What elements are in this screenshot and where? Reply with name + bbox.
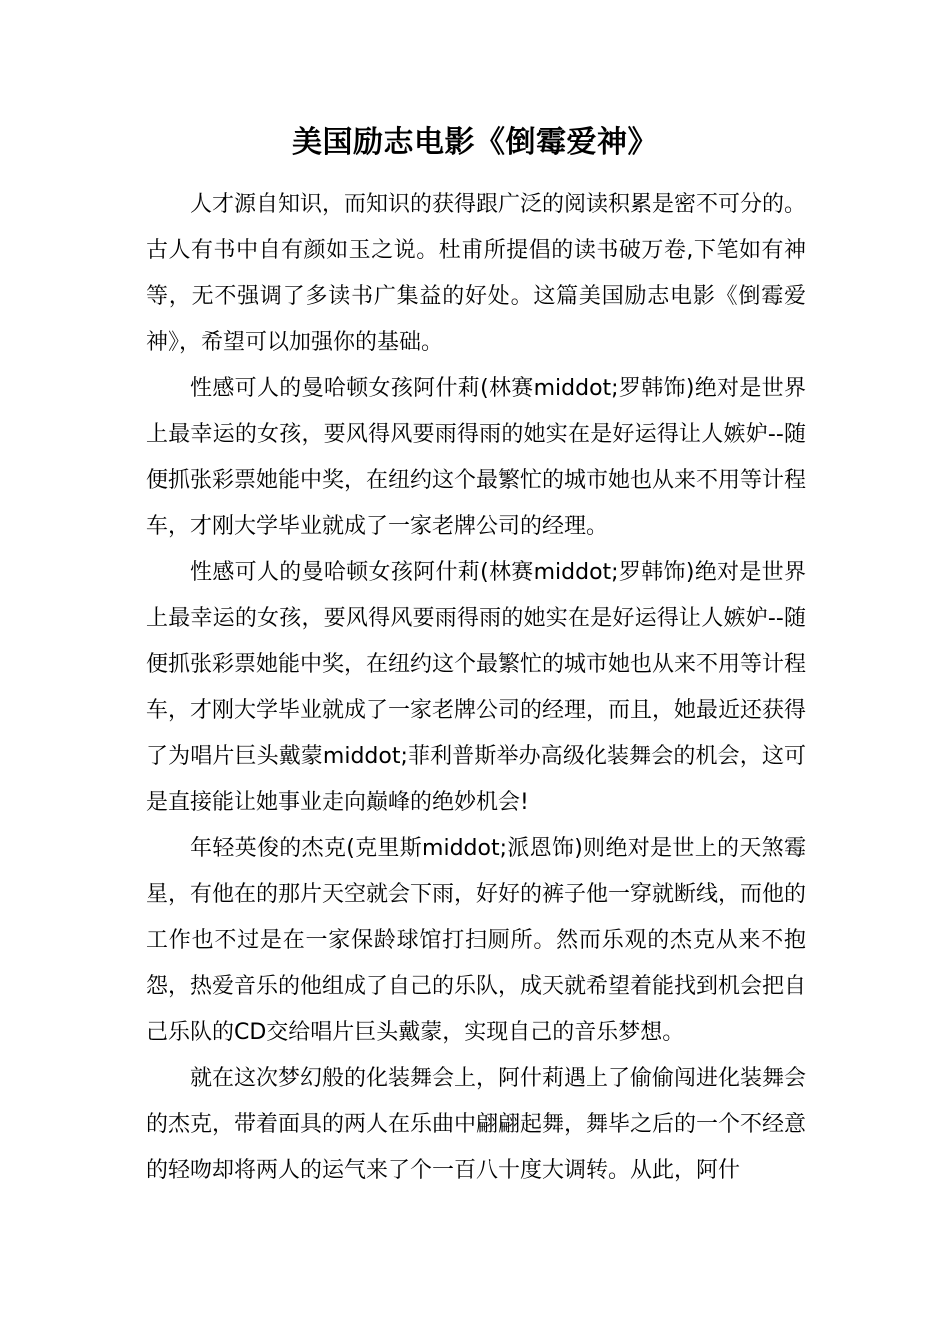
paragraph: 性感可人的曼哈顿女孩阿什莉(林赛middot;罗韩饰)绝对是世界上最幸运的女孩，要风得风要雨得雨的她实在是好运得让人嫉妒--随便抓张彩票她能中奖，在纽约这个最繁忙的城市她也从来不用等计程车，才刚大学毕业就成了一家老牌公司的经理，而且，她最近还获得了为唱片巨头戴蒙middot;菲利普斯举办高级化装舞会的机会，这可是直接能让她事业走向巅峰的绝妙机会!	[146, 560, 807, 815]
paragraph: 人才源自知识，而知识的获得跟广泛的阅读积累是密不可分的。古人有书中自有颜如玉之说。杜甫所提倡的读书破万卷,下笔如有神等，无不强调了多读书广集益的好处。这篇美国励志电影《倒霉爱神》，希望可以加强你的基础。	[146, 192, 807, 355]
paragraph: 年轻英俊的杰克(克里斯middot;派恩饰)则绝对是世上的天煞霉星，有他在的那片天空就会下雨，好好的裤子他一穿就断线，而他的工作也不过是在一家保龄球馆打扫厕所。然而乐观的杰克从来不抱怨，热爱音乐的他组成了自己的乐队，成天就希望着能找到机会把自己乐队的CD交给唱片巨头戴蒙，实现自己的音乐梦想。	[146, 836, 807, 1045]
paragraph: 性感可人的曼哈顿女孩阿什莉(林赛middot;罗韩饰)绝对是世界上最幸运的女孩，要风得风要雨得雨的她实在是好运得让人嫉妒--随便抓张彩票她能中奖，在纽约这个最繁忙的城市她也从来不用等计程车，才刚大学毕业就成了一家老牌公司的经理。	[146, 376, 807, 539]
document-body	[146, 182, 806, 1194]
paragraph: 就在这次梦幻般的化装舞会上，阿什莉遇上了偷偷闯进化装舞会的杰克，带着面具的两人在乐曲中翩翩起舞，舞毕之后的一个不经意的轻吻却将两人的运气来了个一百八十度大调转。从此，阿什	[146, 1066, 807, 1183]
document-title: 美国励志电影《倒霉爱神》	[292, 125, 658, 160]
